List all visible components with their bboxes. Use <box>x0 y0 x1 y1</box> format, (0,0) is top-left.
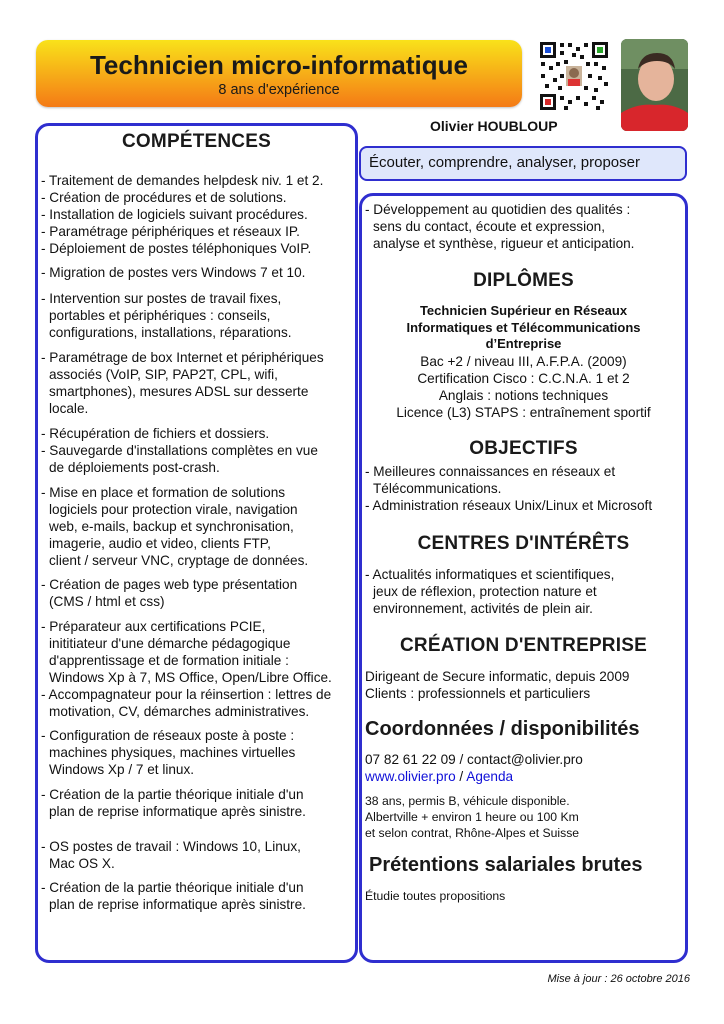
list-item: Bac +2 / niveau III, A.F.P.A. (2009) <box>420 354 627 369</box>
list-item: - Déploiement de postes téléphoniques VoIP. <box>41 241 312 256</box>
qualites-list <box>365 201 634 252</box>
list-item: - Actualités informatiques et scientifiques, <box>365 567 615 582</box>
competences-list-e <box>41 425 318 476</box>
objectifs-title: OBJECTIFS <box>469 438 578 459</box>
degree-title: Technicien Supérieur en Réseaux Informatiques et Télécommunications d’Entreprise <box>406 303 641 351</box>
list-item: configurations, installations, réparations. <box>49 325 292 340</box>
list-item: Clients : professionnels et particuliers <box>365 686 591 701</box>
list-item: Certification Cisco : C.C.N.A. 1 et 2 <box>417 371 630 386</box>
list-item: - Récupération de fichiers et dossiers. <box>41 426 270 441</box>
list-item: - Création de pages web type présentation <box>41 577 298 592</box>
list-item: Licence (L3) STAPS : entraînement sportif <box>396 405 651 420</box>
list-item: - Mise en place et formation de solutions <box>41 485 286 500</box>
list-item: de déploiements post-crash. <box>49 460 220 475</box>
list-item: web, e-mails, backup et synchronisation, <box>49 519 294 534</box>
list-item: Dirigeant de Secure informatic, depuis 2009 <box>365 669 630 684</box>
list-item: 38 ans, permis B, véhicule disponible. <box>365 794 570 808</box>
list-item: - Accompagnateur pour la réinsertion : lettres de <box>41 687 332 702</box>
list-item: analyse et synthèse, rigueur et anticipation. <box>373 236 635 251</box>
list-item: inititiateur d'une démarche pédagogique <box>49 636 291 651</box>
competences-list-c <box>41 290 292 341</box>
list-item: logiciels pour protection virale, navigation <box>49 502 298 517</box>
list-item: - Création de procédures et de solutions. <box>41 190 287 205</box>
agenda-link[interactable]: Agenda <box>466 769 514 784</box>
competences-list-b <box>41 264 305 281</box>
contact-info <box>365 751 583 785</box>
competences-list-g <box>41 576 297 610</box>
list-item: sens du contact, écoute et expression, <box>373 219 605 234</box>
profile-photo <box>621 39 688 131</box>
links-line <box>365 768 583 785</box>
list-item: Télécommunications. <box>373 481 502 496</box>
list-item: plan de reprise informatique après sinistre. <box>49 804 306 819</box>
competences-list-a <box>41 172 323 257</box>
competences-list-d <box>41 349 324 417</box>
entreprise-list <box>365 668 629 702</box>
list-item: - Création de la partie théorique initiale d'un <box>41 787 304 802</box>
list-item: - Migration de postes vers Windows 7 et 10. <box>41 265 306 280</box>
diplomes-title: DIPLÔMES <box>473 270 574 291</box>
list-item: jeux de réflexion, protection nature et <box>373 584 597 599</box>
list-item: Anglais : notions techniques <box>438 388 609 403</box>
list-item: - Création de la partie théorique initiale d'un <box>41 880 304 895</box>
list-item: Albertville + environ 1 heure ou 100 Km <box>365 810 579 824</box>
header-banner <box>36 40 522 107</box>
qr-code-icon <box>538 40 610 112</box>
list-item: Windows Xp / 7 et linux. <box>49 762 195 777</box>
list-item: - Installation de logiciels suivant procédures. <box>41 207 308 222</box>
competences-list-j <box>41 786 306 820</box>
list-item: - Administration réseaux Unix/Linux et Microsoft <box>365 498 653 513</box>
list-item: machines physiques, machines virtuelles <box>49 745 296 760</box>
list-item: d'apprentissage et de formation initiale : <box>49 653 289 668</box>
update-date: Mise à jour : 26 octobre 2016 <box>547 973 690 985</box>
list-item: - Configuration de réseaux poste à poste : <box>41 728 295 743</box>
list-item: portables et périphériques : conseils, <box>49 308 271 323</box>
page-subtitle: 8 ans d'expérience <box>218 82 340 98</box>
list-item: motivation, CV, démarches administratives. <box>49 704 310 719</box>
list-item: - Intervention sur postes de travail fixes, <box>41 291 282 306</box>
list-item: Windows Xp à 7, MS Office, Open/Libre Office. <box>49 670 332 685</box>
competences-list-h <box>41 618 332 720</box>
coordonnees-title: Coordonnées / disponibilités <box>365 718 640 740</box>
objectifs-list <box>365 463 652 514</box>
interets-list <box>365 566 614 617</box>
list-item: - Meilleures connaissances en réseaux et <box>365 464 616 479</box>
list-item: plan de reprise informatique après sinistre. <box>49 897 306 912</box>
competences-list-k <box>41 838 301 872</box>
phone-email[interactable]: 07 82 61 22 09 / contact@olivier.pro <box>365 752 583 767</box>
competences-list-l <box>41 879 306 913</box>
entreprise-title: CRÉATION D'ENTREPRISE <box>400 635 647 656</box>
competences-title: COMPÉTENCES <box>122 131 271 152</box>
list-item: locale. <box>49 401 89 416</box>
list-item: et selon contrat, Rhône-Alpes et Suisse <box>365 826 580 840</box>
list-item: - Paramétrage de box Internet et périphériques <box>41 350 324 365</box>
interets-title: CENTRES D'INTÉRÊTS <box>417 533 630 554</box>
competences-list-f <box>41 484 308 569</box>
tagline: Écouter, comprendre, analyser, proposer <box>369 154 640 171</box>
candidate-name: Olivier HOUBLOUP <box>430 118 558 134</box>
diplomes-list <box>359 353 688 421</box>
tagline-box <box>359 146 687 181</box>
list-item: - Développement au quotidien des qualités : <box>365 202 631 217</box>
list-item: - Traitement de demandes helpdesk niv. 1 et 2. <box>41 173 324 188</box>
links-separator: / <box>455 769 467 784</box>
list-item: associés (VoIP, SIP, PAP2T, CPL, wifi, <box>49 367 278 382</box>
availability-details <box>365 793 579 841</box>
website-link[interactable]: www.olivier.pro <box>365 769 456 784</box>
competences-list-i <box>41 727 295 778</box>
list-item: smartphones), mesures ADSL sur desserte <box>49 384 309 399</box>
list-item: - OS postes de travail : Windows 10, Linux, <box>41 839 301 854</box>
page-title: Technicien micro-informatique <box>89 50 468 80</box>
pretentions-title: Prétentions salariales brutes <box>369 854 643 876</box>
list-item: - Sauvegarde d'installations complètes en vue <box>41 443 318 458</box>
list-item: Mac OS X. <box>49 856 115 871</box>
pretentions-text: Étudie toutes propositions <box>365 889 506 903</box>
list-item: imagerie, audio et video, clients FTP, <box>49 536 271 551</box>
list-item: (CMS / html et css) <box>49 594 165 609</box>
list-item: environnement, activités de plein air. <box>373 601 593 616</box>
list-item: - Paramétrage périphériques et réseaux IP. <box>41 224 300 239</box>
list-item: client / serveur VNC, cryptage de données. <box>49 553 309 568</box>
list-item: - Préparateur aux certifications PCIE, <box>41 619 266 634</box>
